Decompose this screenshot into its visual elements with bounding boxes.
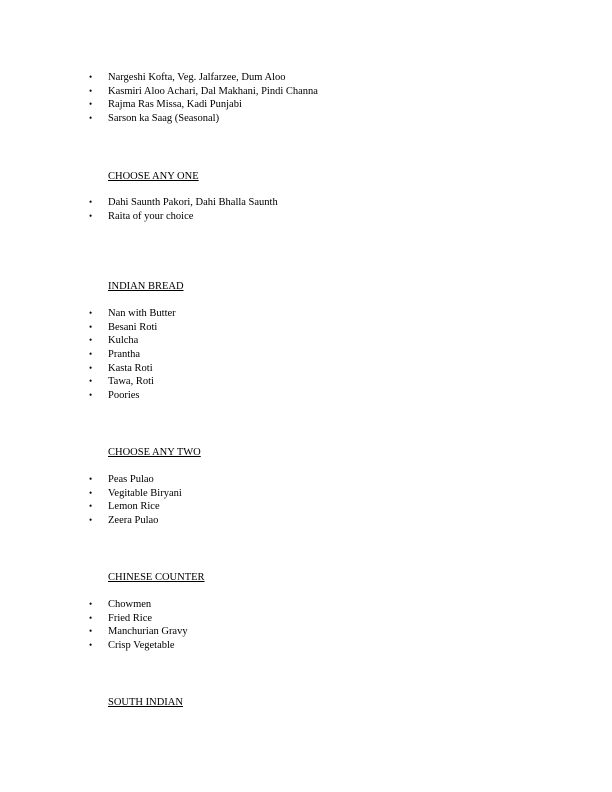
list-item: • Fried Rice — [89, 612, 153, 624]
section-heading-choose-any-two: CHOOSE ANY TWO — [108, 447, 201, 458]
bullet-icon: • — [89, 487, 93, 498]
list-item: • Besani Roti — [89, 321, 158, 333]
choose-any-two-list — [86, 473, 182, 528]
list-item: • Manchurian Gravy — [89, 626, 188, 638]
list-item: • Chowmen — [89, 599, 152, 610]
bullet-icon: • — [89, 390, 93, 401]
bullet-icon: • — [89, 113, 93, 124]
main-course-list — [86, 71, 318, 126]
list-item: • Crisp Vegetable — [89, 640, 175, 652]
bullet-icon: • — [89, 197, 93, 207]
list-item: • Kulcha — [89, 335, 139, 347]
list-item: • Kasmiri Aloo Achari, Dal Makhani, Pindi Channa — [89, 85, 318, 97]
list-item: • Vegitable Biryani — [89, 487, 182, 499]
bullet-icon: • — [89, 99, 93, 110]
bullet-icon: • — [89, 85, 93, 96]
section-heading-chinese-counter: CHINESE COUNTER — [108, 572, 205, 583]
list-item: • Nan with Butter — [89, 308, 176, 319]
bullet-icon: • — [89, 362, 93, 373]
list-item: • Lemon Rice — [89, 501, 160, 513]
indian-bread-list — [86, 307, 176, 403]
bullet-icon: • — [89, 640, 93, 651]
bullet-icon: • — [89, 321, 93, 332]
chinese-counter-list — [86, 598, 188, 653]
list-item: • Prantha — [89, 349, 141, 361]
list-item: • Tawa, Roti — [89, 376, 154, 388]
bullet-icon: • — [89, 72, 93, 82]
bullet-icon: • — [89, 515, 93, 526]
bullet-icon: • — [89, 612, 93, 623]
section-heading-indian-bread: INDIAN BREAD — [108, 281, 184, 292]
bullet-icon: • — [89, 376, 93, 387]
bullet-icon: • — [89, 210, 93, 221]
bullet-icon: • — [89, 474, 93, 484]
list-item: • Zeera Pulao — [89, 515, 159, 527]
list-item: • Dahi Saunth Pakori, Dahi Bhalla Saunth — [89, 197, 278, 208]
choose-any-one-list — [86, 196, 278, 223]
section-heading-choose-any-one: CHOOSE ANY ONE — [108, 171, 199, 182]
section-heading-south-indian: SOUTH INDIAN — [108, 697, 183, 708]
bullet-icon: • — [89, 335, 93, 346]
list-item: • Nargeshi Kofta, Veg. Jalfarzee, Dum Aloo — [89, 72, 286, 83]
list-item: • Poories — [89, 390, 140, 402]
bullet-icon: • — [89, 349, 93, 360]
list-item: • Raita of your choice — [89, 210, 194, 222]
bullet-icon: • — [89, 626, 93, 637]
bullet-icon: • — [89, 501, 93, 512]
bullet-icon: • — [89, 308, 93, 318]
list-item: • Peas Pulao — [89, 474, 154, 485]
list-item: • Rajma Ras Missa, Kadi Punjabi — [89, 99, 242, 111]
list-item: • Kasta Roti — [89, 362, 153, 374]
bullet-icon: • — [89, 599, 93, 609]
list-item: • Sarson ka Saag (Seasonal) — [89, 113, 220, 125]
